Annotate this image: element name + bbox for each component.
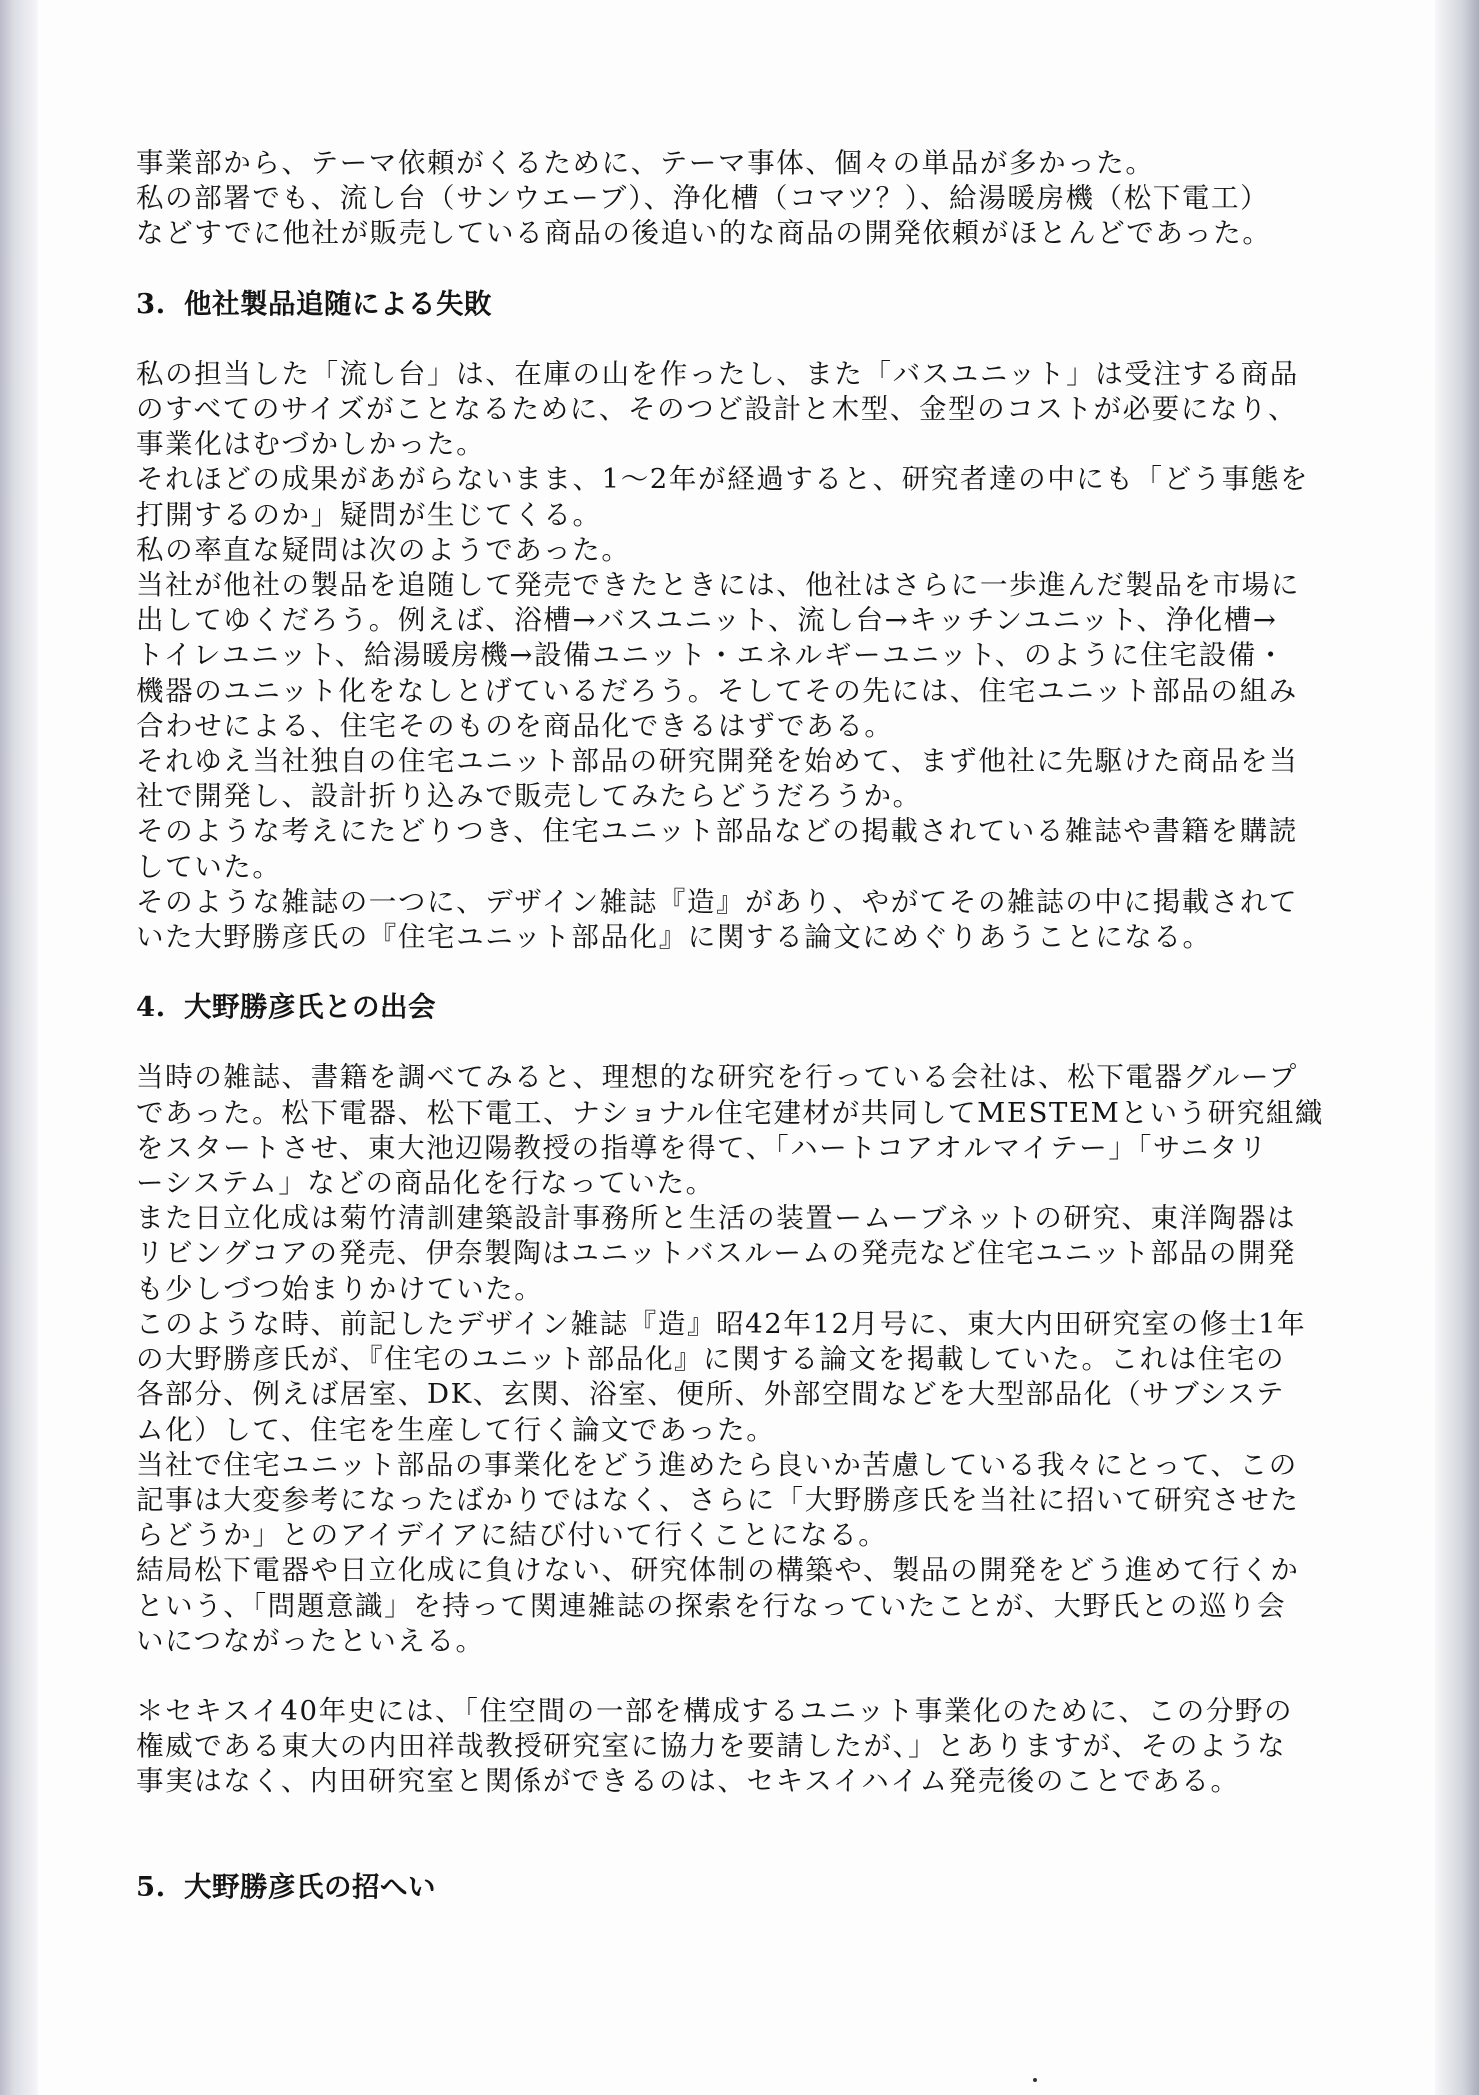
page-right-edge-shadow bbox=[1435, 0, 1479, 2095]
section-4-number: 4. bbox=[136, 991, 166, 1024]
section-4-heading bbox=[136, 990, 1336, 1025]
text-line: という、「問題意識」を持って関連雑誌の探索を行なっていたことが、大野氏との巡り会 bbox=[136, 1589, 1287, 1622]
text-line: いにつながったといえる。 bbox=[136, 1624, 485, 1657]
text-line: 私の率直な疑問は次のようであった。 bbox=[136, 533, 631, 566]
section-5-heading bbox=[136, 1870, 1336, 1905]
section-5-number: 5. bbox=[136, 1870, 166, 1903]
text-line: 記事は大変参考になったばかりではなく、さらに「大野勝彦氏を当社に招いて研究させた bbox=[136, 1483, 1300, 1516]
text-line: 各部分、例えば居室、DK、玄関、浴室、便所、外部空間などを大型部品化（サブシステ bbox=[136, 1378, 1286, 1411]
text-line: トイレユニット、給湯暖房機→設備ユニット・エネルギーユニット、のように住宅設備・ bbox=[136, 639, 1286, 672]
text-line: 事業部から、テーマ依頼がくるために、テーマ事体、個々の単品が多かった。 bbox=[136, 147, 1155, 179]
section-3-heading bbox=[136, 287, 1336, 322]
text-line: であった。松下電器、松下電工、ナショナル住宅建材が共同してMESTEMという研究組織 bbox=[136, 1096, 1325, 1129]
text-line: ム化）して、住宅を生産して行く論文であった。 bbox=[136, 1413, 776, 1446]
text-line: らどうか」とのアイデイアに結び付いて行くことになる。 bbox=[136, 1519, 888, 1552]
text-line: ーシステム」などの商品化を行なっていた。 bbox=[136, 1167, 715, 1200]
text-line: していた。 bbox=[136, 850, 282, 883]
text-line: のすべてのサイズがことなるために、そのつど設計と木型、金型のコストが必要になり、 bbox=[136, 393, 1298, 426]
spacer bbox=[136, 252, 1336, 287]
spacer bbox=[136, 1659, 1336, 1694]
intro-paragraph bbox=[136, 146, 1336, 252]
text-line: 結局松下電器や日立化成に負けない、研究体制の構築や、製品の開発をどう進めて行くか bbox=[136, 1554, 1300, 1587]
text-line: 社で開発し、設計折り込みで販売してみたらどうだろうか。 bbox=[136, 780, 922, 813]
spacer bbox=[136, 1025, 1336, 1060]
text-line: 打開するのか」疑問が生じてくる。 bbox=[136, 498, 602, 531]
text-line: このような時、前記したデザイン雑誌『造』昭42年12月号に、東大内田研究室の修士1年 bbox=[136, 1307, 1307, 1340]
document-body bbox=[136, 146, 1336, 1905]
text-line: 合わせによる、住宅そのものを商品化できるはずである。 bbox=[136, 709, 894, 742]
footnote-line: 権威である東大の内田祥哉教授研究室に協力を要請したが、」とありますが、そのような bbox=[136, 1730, 1287, 1763]
footnote-line: ＊セキスイ40年史には、「住空間の一部を構成するユニット事業化のために、この分野の bbox=[136, 1694, 1294, 1727]
section-5-title: 大野勝彦氏の招へい bbox=[184, 1870, 436, 1903]
text-line: また日立化成は菊竹清訓建築設計事務所と生活の装置ームーブネットの研究、東洋陶器は bbox=[136, 1202, 1297, 1235]
footnote bbox=[136, 1694, 1336, 1800]
text-line: それゆえ当社独自の住宅ユニット部品の研究開発を始めて、まず他社に先駆けた商品を当 bbox=[136, 745, 1299, 778]
text-line: そのような考えにたどりつき、住宅ユニット部品などの掲載されている雑誌や書籍を購読 bbox=[136, 815, 1298, 848]
text-line: 当社で住宅ユニット部品の事業化をどう進めたら良いか苦慮している我々にとって、この bbox=[136, 1448, 1298, 1481]
text-line: 事業化はむづかしかった。 bbox=[136, 428, 486, 461]
text-line: などすでに他社が販売している商品の後追い的な商品の開発依頼がほとんどであった。 bbox=[136, 217, 1272, 250]
spacer bbox=[136, 322, 1336, 357]
text-line: リビングコアの発売、伊奈製陶はユニットバスルームの発売など住宅ユニット部品の開発 bbox=[136, 1237, 1297, 1270]
text-line: 当時の雑誌、書籍を調べてみると、理想的な研究を行っている会社は、松下電器グループ bbox=[136, 1061, 1298, 1094]
text-line: も少しづつ始まりかけていた。 bbox=[136, 1272, 544, 1305]
section-3-title: 他社製品追随による失敗 bbox=[184, 287, 492, 320]
scan-speck bbox=[1033, 2078, 1037, 2082]
text-line: 私の部署でも、流し台（サンウエーブ）、浄化槽（コマツ？）、給湯暖房機（松下電工） bbox=[136, 182, 1270, 215]
section-3-body bbox=[136, 357, 1336, 955]
spacer bbox=[136, 1800, 1336, 1870]
text-line: 出してゆくだろう。例えば、浴槽→バスユニット、流し台→キッチンユニット、浄化槽→ bbox=[136, 604, 1278, 637]
text-line: 当社が他社の製品を追随して発売できたときには、他社はさらに一歩進んだ製品を市場に bbox=[136, 569, 1300, 602]
text-line: 私の担当した「流し台」は、在庫の山を作ったし、また「バスユニット」は受注する商品 bbox=[136, 357, 1299, 390]
text-line: の大野勝彦氏が、『住宅のユニット部品化』に関する論文を掲載していた。これは住宅の bbox=[136, 1343, 1286, 1376]
text-line: それほどの成果があがらないまま、1～2年が経過すると、研究者達の中にも「どう事態を bbox=[136, 463, 1310, 496]
section-4-body bbox=[136, 1060, 1336, 1658]
text-line: そのような雑誌の一つに、デザイン雑誌『造』があり、やがてその雑誌の中に掲載されて bbox=[136, 885, 1299, 918]
text-line: をスタートさせ、東大池辺陽教授の指導を得て、「ハートコアオルマイテー」「サニタリ bbox=[136, 1131, 1269, 1164]
text-line: 機器のユニット化をなしとげているだろう。そしてその先には、住宅ユニット部品の組み bbox=[136, 674, 1298, 707]
page-left-edge-shadow bbox=[0, 0, 38, 2095]
spacer bbox=[136, 955, 1336, 990]
text-line: いた大野勝彦氏の『住宅ユニット部品化』に関する論文にめぐりあうことになる。 bbox=[136, 921, 1212, 954]
footnote-line: 事実はなく、内田研究室と関係ができるのは、セキスイハイム発売後のことである。 bbox=[136, 1765, 1240, 1798]
section-3-number: 3. bbox=[136, 287, 166, 320]
section-4-title: 大野勝彦氏との出会 bbox=[184, 991, 436, 1024]
